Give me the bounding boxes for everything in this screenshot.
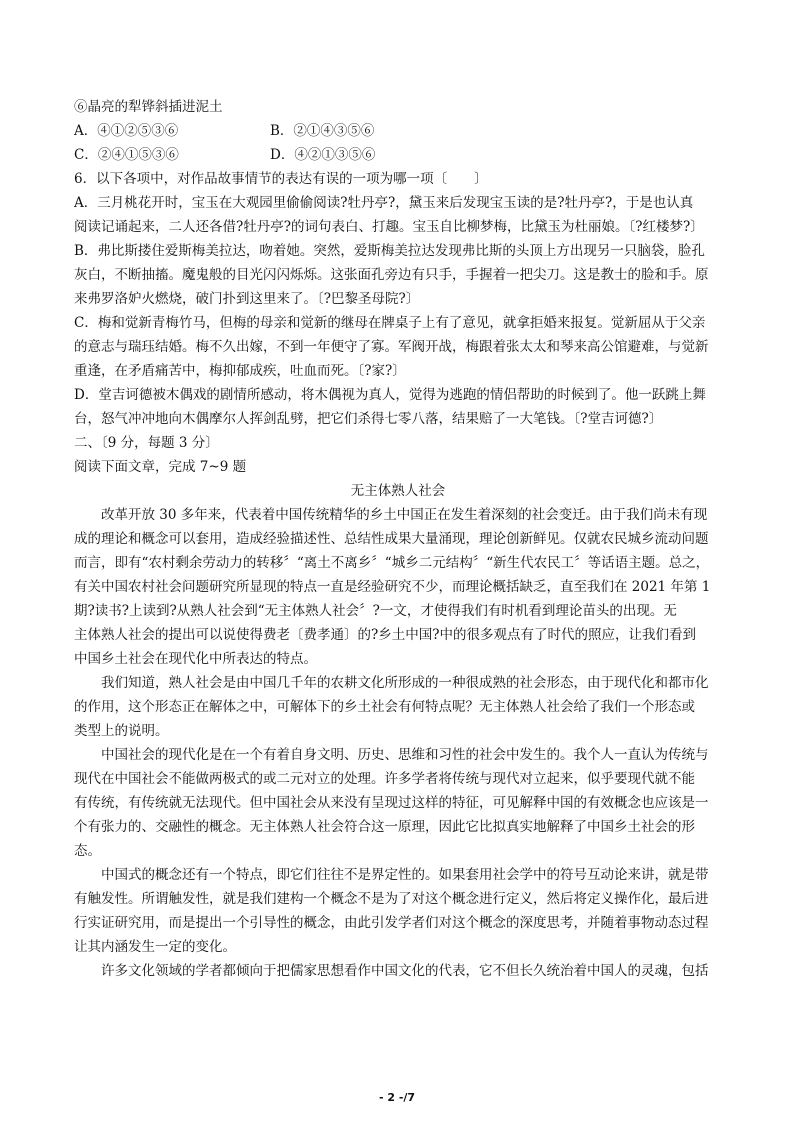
q6-option-d xyxy=(74,383,722,431)
paragraph-line: 行实证研究用，而是提出一个引导性的概念，由此引发学者们对这个概念的深度思考，并随着事物动态过程 xyxy=(74,915,709,931)
q6-option-d-line: D．堂吉诃德被木偶戏的剧情所感动，将木偶视为真人，觉得为逃跑的情侣帮助的时候到了。他一跃跳上舞 xyxy=(74,387,706,403)
page-number: - 2 -/7 xyxy=(378,1091,416,1104)
paragraph-line: 有传统，有传统就无法现代。但中国社会从来没有呈现过这样的特征，可见解释中国的有效概念也应该是一 xyxy=(74,795,709,811)
q5-option-a: A．④①②⑤③⑥ xyxy=(74,123,179,139)
q6-option-b-line: B．弗比斯搂住爱斯梅美拉达，吻着她。突然，爱斯梅美拉达发现弗比斯的头顶上方出现另一只脑袋，脸孔 xyxy=(74,243,705,259)
q6-option-b xyxy=(74,239,722,311)
paragraph-line: 中国式的概念还有一个特点，即它们往往不是界定性的。如果套用社会学中的符号互动论来讲，就是带 xyxy=(74,867,709,883)
q6-option-c xyxy=(74,311,722,383)
paragraph-line: 的作用，这个形态正在解体之中，可解体下的乡土社会有何特点呢？无主体熟人社会给了我们一个形态或 xyxy=(74,699,695,715)
paragraph-line: 个有张力的、交融性的概念。无主体熟人社会符合这一原理，因此它比拟真实地解释了中国乡土社会的形 xyxy=(74,819,695,835)
article-paragraph-4 xyxy=(74,863,722,959)
q6-option-c-line: 的意志与瑞珏结婚。梅不久出嫁，不到一年便守了寡。军阀开战，梅跟着张太太和琴来高公馆避难，与觉新 xyxy=(74,339,709,355)
q5-option-c: C．②④①⑤③⑥ xyxy=(74,147,179,163)
page-content xyxy=(74,95,722,983)
q6-option-d-line: 台，怒气冲冲地向木偶摩尔人挥剑乱劈，把它们杀得七零八落，结果赔了一大笔钱。〔?堂吉诃德?〕 xyxy=(74,411,663,427)
q6-option-a xyxy=(74,191,722,239)
paragraph-line: 现代在中国社会不能做两极式的或二元对立的处理。许多学者将传统与现代对立起来，似乎要现代就不能 xyxy=(74,771,695,787)
article-paragraph-2 xyxy=(74,671,722,743)
section-header: 二、〔9 分，每题 3 分〕 xyxy=(74,435,219,451)
paragraph-line: 类型上的说明。 xyxy=(74,723,169,739)
paragraph-line: 中国乡土社会在现代化中所表达的特点。 xyxy=(74,651,317,667)
q5-option-d: D．④②①③⑤⑥ xyxy=(270,147,376,163)
q5-options-row-1 xyxy=(74,119,722,143)
q6-option-b-line: 来弗罗洛妒火燃烧，破门扑到这里来了。〔?巴黎圣母院?〕 xyxy=(74,291,420,307)
paragraph-line: 态。 xyxy=(74,843,101,859)
paragraph-line: 我们知道，熟人社会是由中国几千年的农耕文化所形成的一种很成熟的社会形态，由于现代化和都市化 xyxy=(74,675,709,691)
article-paragraph-1 xyxy=(74,503,722,671)
paragraph-line: 成的理论和概念可以套用，造成经验描述性、总结性成果大量涌现，理论创新鲜见。仅就农民城乡流动问题 xyxy=(74,531,709,547)
paragraph-line: 有触发性。所谓触发性，就是我们建构一个概念不是为了对这个概念进行定义，然后将定义操作化，最后进 xyxy=(74,891,709,907)
paragraph-line: 中国社会的现代化是在一个有着自身文明、历史、思维和习性的社会中发生的。我个人一直认为传统与 xyxy=(74,747,709,763)
paragraph-line: 改革开放 30 多年来，代表着中国传统精华的乡土中国正在发生着深刻的社会变迁。由于我们尚未有现 xyxy=(74,507,708,523)
q6-option-c-line: C．梅和觉新青梅竹马，但梅的母亲和觉新的继母在牌桌子上有了意见，就拿拒婚来报复。觉新屈从于父亲 xyxy=(74,315,706,331)
q6-stem: 6．以下各项中，对作品故事情节的表达有误的一项为哪一项〔 〕 xyxy=(74,171,488,187)
article-title: 无主体熟人社会 xyxy=(350,483,446,499)
q6-option-c-line: 重逢，在矛盾痛苦中，梅抑郁成疾，吐血而死。〔?家?〕 xyxy=(74,363,406,379)
q5-options-row-2 xyxy=(74,143,722,167)
paragraph-line: 许多文化领域的学者都倾向于把儒家思想看作中国文化的代表，它不但长久统治着中国人的灵魂，包括 xyxy=(74,963,709,979)
q6-option-b-line: 灰白，不断抽搐。魔鬼般的目光闪闪烁烁。这张面孔旁边有只手，手握着一把尖刀。这是教士的脸和手。原 xyxy=(74,267,709,283)
paragraph-line: 而言，即有“农村剩余劳动力的转移〞“离土不离乡〞“城乡二元结构〞“新生代农民工〞等话语主题。总之， xyxy=(74,555,710,571)
q5-item-6: ⑥晶亮的犁铧斜插进泥土 xyxy=(74,99,223,115)
paragraph-line: 主体熟人社会的提出可以说使得费老〔费孝通〕的?乡土中国?中的很多观点有了时代的照应，让我们看到 xyxy=(74,627,696,643)
paragraph-line: 有关中国农村社会问题研究所显现的特点一直是经验研究不少，而理论概括缺乏，直至我们在 2021 年第 1 xyxy=(74,579,711,595)
paragraph-line: 期?读书?上读到?从熟人社会到“无主体熟人社会〞?一文，才使得我们有时机看到理论苗头的出现。无 xyxy=(74,603,677,619)
q6-option-a-line: A．三月桃花开时，宝玉在大观园里偷偷阅读?牡丹亭?，黛玉来后发现宝玉读的是?牡丹亭?，于是也认真 xyxy=(74,195,694,211)
q5-option-b: B．②①④③⑤⑥ xyxy=(270,123,375,139)
paragraph-line: 让其内涵发生一定的变化。 xyxy=(74,939,236,955)
reading-instruction: 阅读下面文章，完成 7~9 题 xyxy=(74,459,247,475)
article-paragraph-3 xyxy=(74,743,722,863)
article-paragraph-5 xyxy=(74,959,722,983)
q6-option-a-line: 阅读记诵起来，二人还各借?牡丹亭?的词句表白、打趣。宝玉自比柳梦梅，比黛玉为杜丽娘。〔?红楼梦?〕 xyxy=(74,219,704,235)
